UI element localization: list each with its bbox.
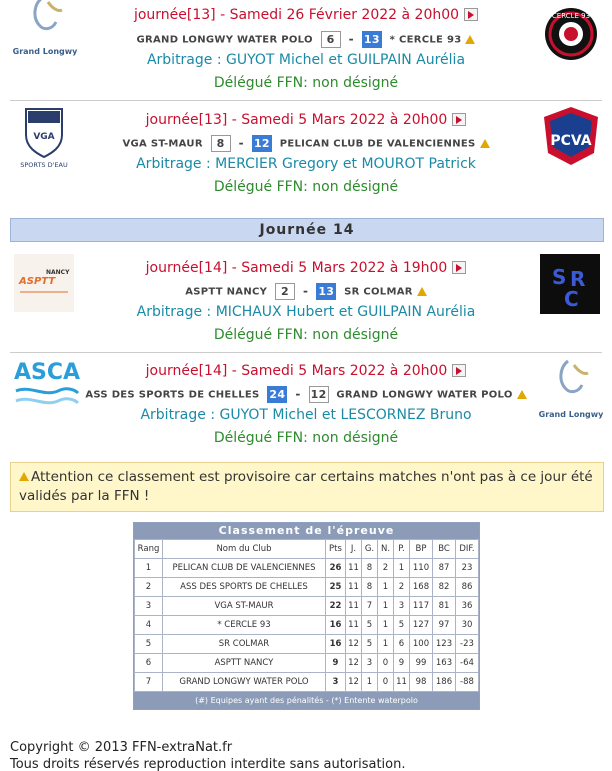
home-score: 8 (211, 135, 231, 152)
cell: 1 (135, 559, 163, 578)
ranking-table (133, 522, 480, 710)
warning-icon (517, 390, 527, 399)
cell: 1 (378, 597, 394, 616)
warning-icon (480, 139, 490, 148)
cell: 99 (410, 654, 433, 673)
cell: 127 (410, 616, 433, 635)
table-row (135, 673, 479, 692)
home-team[interactable]: GRAND LONGWY WATER POLO (136, 34, 313, 46)
cell-club[interactable]: * CERCLE 93 (163, 616, 326, 635)
round-header: Journée 14 (10, 218, 604, 242)
svg-text:SPORTS D'EAU: SPORTS D'EAU (20, 161, 68, 169)
cell: 98 (410, 673, 433, 692)
cell: 6 (135, 654, 163, 673)
svg-text:C: C (564, 287, 579, 311)
away-score: 13 (362, 31, 382, 48)
cell: 0 (378, 654, 394, 673)
svg-text:ASCA: ASCA (14, 360, 80, 385)
cell: 1 (362, 673, 378, 692)
cell: 2 (135, 578, 163, 597)
cell: 2 (394, 578, 410, 597)
cell: 1 (378, 635, 394, 654)
cell-club[interactable]: SR COLMAR (163, 635, 326, 654)
cell: 11 (346, 578, 362, 597)
table-row (135, 616, 479, 635)
divider (10, 100, 602, 101)
cell: 16 (326, 635, 346, 654)
cell-club[interactable]: ASPTT NANCY (163, 654, 326, 673)
cell: 3 (362, 654, 378, 673)
match-referees: Arbitrage : MERCIER Gregory et MOUROT Patrick (136, 156, 476, 172)
cell: 123 (433, 635, 456, 654)
table-header-row (135, 540, 479, 559)
cell: 23 (456, 559, 479, 578)
cell-club[interactable]: PELICAN CLUB DE VALENCIENNES (163, 559, 326, 578)
provisional-ranking-notice (10, 462, 604, 512)
table-row (135, 654, 479, 673)
cell: 7 (362, 597, 378, 616)
svg-text:PCVA: PCVA (550, 133, 592, 149)
cell: 11 (346, 559, 362, 578)
away-score: 12 (252, 135, 272, 152)
col-points: Pts (326, 540, 346, 559)
cell: 22 (326, 597, 346, 616)
away-team[interactable]: * CERCLE 93 (389, 34, 462, 46)
away-team[interactable]: SR COLMAR (344, 286, 413, 298)
rights-notice: Tous droits réservés reproduction interdite sans autorisation. (10, 757, 406, 771)
cell: 0 (378, 673, 394, 692)
match-card (0, 355, 612, 455)
svg-text:NANCY: NANCY (46, 269, 70, 276)
away-team[interactable]: PELICAN CLUB DE VALENCIENNES (279, 138, 476, 150)
table-row (135, 559, 479, 578)
cell: 11 (394, 673, 410, 692)
cell: 86 (456, 578, 479, 597)
cell: 5 (362, 635, 378, 654)
footer (10, 739, 406, 771)
cell-club[interactable]: GRAND LONGWY WATER POLO (163, 673, 326, 692)
col-rank: Rang (135, 540, 163, 559)
cell: 12 (346, 654, 362, 673)
notice-text: Attention ce classement est provisoire car certains matches n'ont pas à ce jour été validés par la FFN ! (19, 469, 593, 504)
cell: 9 (394, 654, 410, 673)
ranking-legend: (#) Equipes ayant des pénalités - (*) Entente waterpolo (134, 692, 479, 709)
away-score: 13 (316, 283, 336, 300)
cell: 3 (394, 597, 410, 616)
cell: 82 (433, 578, 456, 597)
cell: 5 (394, 616, 410, 635)
away-score: 12 (309, 386, 329, 403)
cell: 168 (410, 578, 433, 597)
svg-text:Grand Longwy: Grand Longwy (538, 410, 604, 419)
external-link-icon[interactable] (452, 261, 466, 274)
match-date: journée[13] - Samedi 5 Mars 2022 à 20h00 (0, 112, 612, 128)
cell: 7 (135, 673, 163, 692)
match-card (0, 103, 612, 203)
cell: 11 (346, 616, 362, 635)
cell: 1 (394, 559, 410, 578)
col-won: G. (362, 540, 378, 559)
cell: 8 (362, 578, 378, 597)
away-team[interactable]: GRAND LONGWY WATER POLO (336, 389, 513, 401)
table-row (135, 635, 479, 654)
col-club: Nom du Club (163, 540, 326, 559)
cell: 163 (433, 654, 456, 673)
col-diff: DIF. (456, 540, 479, 559)
cell: 36 (456, 597, 479, 616)
cell: 12 (346, 635, 362, 654)
copyright: Copyright © 2013 FFN-extraNat.fr (10, 740, 233, 755)
home-team[interactable]: VGA ST-MAUR (122, 138, 203, 150)
home-score: 2 (275, 283, 295, 300)
col-goals-for: BP (410, 540, 433, 559)
cell: 97 (433, 616, 456, 635)
match-date: journée[13] - Samedi 26 Février 2022 à 20h00 (0, 7, 612, 23)
cell: 100 (410, 635, 433, 654)
svg-text:VGA: VGA (33, 132, 55, 142)
svg-text:S: S (552, 265, 567, 289)
external-link-icon[interactable] (452, 113, 466, 126)
cell: 5 (362, 616, 378, 635)
match-referees: Arbitrage : GUYOT Michel et LESCORNEZ Bruno (140, 407, 472, 423)
col-played: J. (346, 540, 362, 559)
divider (10, 352, 602, 353)
match-referees: Arbitrage : GUYOT Michel et GUILPAIN Aurélia (146, 52, 466, 68)
match-teams: VGA ST-MAUR 8 - 12 PELICAN CLUB DE VALENCIENNES (0, 135, 612, 152)
external-link-icon[interactable] (452, 364, 466, 377)
match-date: journée[14] - Samedi 5 Mars 2022 à 19h00 (0, 260, 612, 276)
table-row (135, 578, 479, 597)
col-drawn: N. (378, 540, 394, 559)
external-link-icon[interactable] (464, 8, 478, 21)
cell: 3 (135, 597, 163, 616)
cell: 8 (362, 559, 378, 578)
match-date: journée[14] - Samedi 5 Mars 2022 à 20h00 (0, 363, 612, 379)
warning-icon (417, 287, 427, 296)
match-card (0, 0, 612, 98)
warning-icon (19, 472, 29, 481)
cell: 2 (378, 559, 394, 578)
cell: 6 (394, 635, 410, 654)
cell: 11 (346, 597, 362, 616)
cell: 1 (378, 616, 394, 635)
match-teams: GRAND LONGWY WATER POLO 6 - 13 * CERCLE 93 (0, 31, 612, 48)
svg-text:R: R (570, 267, 586, 291)
cell: -23 (456, 635, 479, 654)
match-teams: ASS DES SPORTS DE CHELLES 24 - 12 GRAND LONGWY WATER POLO (0, 386, 612, 403)
cell: -64 (456, 654, 479, 673)
cell: 1 (378, 578, 394, 597)
cell: 16 (326, 616, 346, 635)
warning-icon (465, 35, 475, 44)
cell: 81 (433, 597, 456, 616)
cell: 4 (135, 616, 163, 635)
cell: 110 (410, 559, 433, 578)
match-referees: Arbitrage : MICHAUX Hubert et GUILPAIN Aurélia (136, 304, 476, 320)
cell: 30 (456, 616, 479, 635)
match-delegate: Délégué FFN: non désigné (213, 179, 399, 195)
cell: 87 (433, 559, 456, 578)
match-delegate: Délégué FFN: non désigné (213, 75, 399, 91)
cell-club[interactable]: ASS DES SPORTS DE CHELLES (163, 578, 326, 597)
home-team[interactable]: ASS DES SPORTS DE CHELLES (85, 389, 260, 401)
match-card (0, 251, 612, 351)
cell: 117 (410, 597, 433, 616)
ranking-title: Classement de l'épreuve (218, 524, 395, 537)
match-delegate: Délégué FFN: non désigné (213, 430, 399, 446)
cell: 26 (326, 559, 346, 578)
home-score: 6 (321, 31, 341, 48)
col-goals-against: BC (433, 540, 456, 559)
col-lost: P. (394, 540, 410, 559)
home-score: 24 (267, 386, 287, 403)
svg-text:CERCLE 93: CERCLE 93 (551, 12, 591, 20)
svg-text:Grand Longwy: Grand Longwy (12, 47, 78, 56)
cell: 5 (135, 635, 163, 654)
cell: 3 (326, 673, 346, 692)
match-teams: ASPTT NANCY 2 - 13 SR COLMAR (0, 283, 612, 300)
cell: 9 (326, 654, 346, 673)
cell-club[interactable]: VGA ST-MAUR (163, 597, 326, 616)
cell: 25 (326, 578, 346, 597)
cell: 186 (433, 673, 456, 692)
home-team[interactable]: ASPTT NANCY (185, 286, 268, 298)
table-row (135, 597, 479, 616)
cell: 12 (346, 673, 362, 692)
svg-text:ASPTT: ASPTT (19, 276, 56, 287)
match-delegate: Délégué FFN: non désigné (213, 327, 399, 343)
cell: -88 (456, 673, 479, 692)
